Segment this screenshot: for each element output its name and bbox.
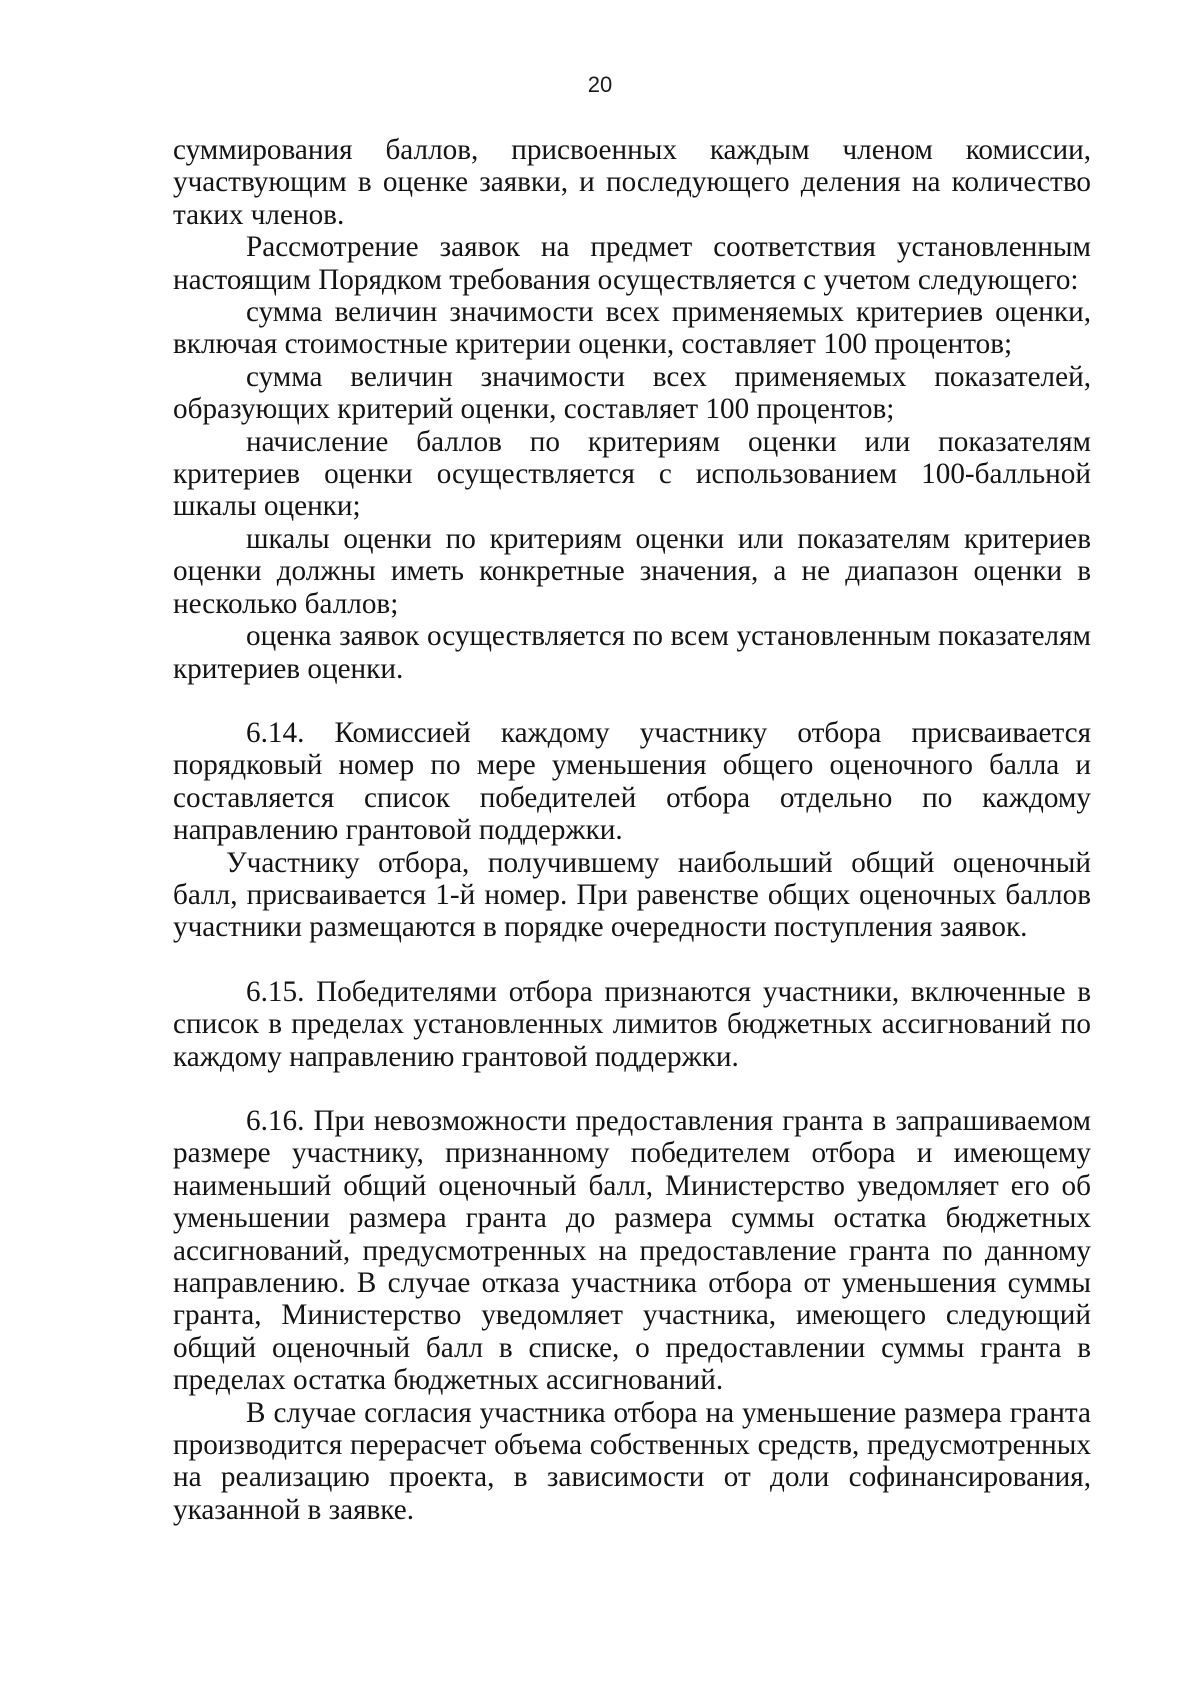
paragraph-indicators-sum: сумма величин значимости всех применяемых показателей, образующих критерий оценки, составляет 100 процентов;: [173, 360, 1091, 426]
section-6-16: 6.16. При невозможности предоставления гранта в запрашиваемом размере участнику, признанному победителем отбора и имеющему наименьший общий оценочный балл, Министерство уведомляет его об уменьшении размера гранта до размера суммы остатка бюджетных ассигнований, предусмотренных на предоставление гранта по данному направлению. В случае отказа участника отбора от уменьшения суммы гранта, Министерство уведомляет участника, имеющего следующий общий оценочный балл в списке, о предоставлении суммы гранта в пределах остатка бюджетных ассигнований.: [173, 1104, 1091, 1397]
paragraph-ranking-first: Участнику отбора, получившему наибольший общий оценочный балл, присваивается 1-й номер. При равенстве общих оценочных баллов участники размещаются в порядке очередности поступления заявок.: [173, 846, 1091, 944]
page-number: 20: [587, 72, 613, 97]
document-body: [173, 134, 1091, 1526]
paragraph-scoring-scale: начисление баллов по критериям оценки или показателям критериев оценки осуществляется с использованием 100-балльной шкалы оценки;: [173, 425, 1091, 523]
paragraph-continuation: суммирования баллов, присвоенных каждым членом комиссии, участвующим в оценке заявки, и последующего деления на количество таких членов.: [173, 134, 1091, 231]
section-6-14: 6.14. Комиссией каждому участнику отбора присваивается порядковый номер по мере уменьшения общего оценочного балла и составляется список победителей отбора отдельно по каждому направлению грантовой поддержки.: [173, 716, 1091, 847]
paragraph-criteria-sum: сумма величин значимости всех применяемых критериев оценки, включая стоимостные критерии оценки, составляет 100 процентов;: [173, 296, 1091, 361]
paragraph-grant-recalculation: В случае согласия участника отбора на уменьшение размера гранта производится перерасчет объема собственных средств, предусмотренных на реализацию проекта, в зависимости от доли софинансирования, указанной в заявке.: [173, 1396, 1091, 1526]
section-6-15: 6.15. Победителями отбора признаются участники, включенные в список в пределах установленных лимитов бюджетных ассигнований по каждому направлению грантовой поддержки.: [173, 975, 1091, 1073]
paragraph-all-indicators: оценка заявок осуществляется по всем установленным показателям критериев оценки.: [173, 620, 1091, 685]
paragraph-scale-values: шкалы оценки по критериям оценки или показателям критериев оценки должны иметь конкретные значения, а не диапазон оценки в несколько баллов;: [173, 522, 1091, 620]
paragraph-review-conditions: Рассмотрение заявок на предмет соответствия установленным настоящим Порядком требования осуществляется с учетом следующего:: [173, 231, 1091, 296]
